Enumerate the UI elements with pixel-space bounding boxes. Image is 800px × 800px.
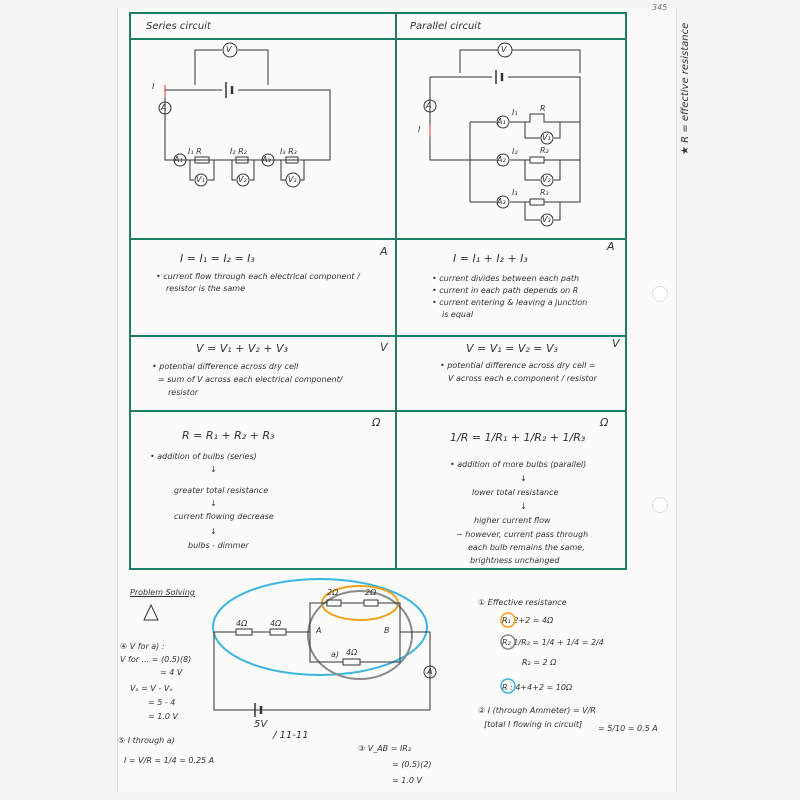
series-v3-label: V₃ [288, 175, 297, 184]
step-1-r2-formula: R₂ 1/R₂ = 1/4 + 1/4 = 2/4 [502, 638, 604, 647]
parallel-ammeter-label: A [426, 101, 432, 110]
parallel-resistance-unit: Ω [600, 416, 609, 429]
parallel-current-equation: I = I₁ + I₂ + I₃ [453, 252, 528, 265]
resistor-left-label: 4Ω [236, 619, 248, 628]
parallel-voltage-equation: V = V₁ = V₂ = V₃ [466, 342, 558, 355]
series-resistance-note-3: current flowing decrease [174, 512, 274, 521]
parallel-resistance-note-3: higher current flow [474, 516, 551, 525]
series-resistance-unit: Ω [372, 416, 381, 429]
series-resistance-equation: R = R₁ + R₂ + R₃ [182, 429, 275, 442]
step-1-r-total: R : 4+4+2 = 10Ω [502, 683, 573, 692]
resistor-mid-label: 4Ω [270, 619, 282, 628]
problem-solving-title: Problem Solving [130, 588, 195, 597]
work-5-line-1: ⑤ I through a) [118, 736, 175, 745]
series-v1-label: V₁ [196, 175, 205, 184]
step-2-result: = 5/10 = 0.5 A [598, 724, 658, 733]
series-v2-label: V₂ [238, 175, 247, 184]
problem-ammeter-label: A [427, 667, 433, 676]
series-resistance-note-1: • addition of bulbs (series) [150, 452, 257, 461]
work-4-line-6: = 1.0 V [148, 712, 178, 721]
parallel-a1-label: A₁ [497, 117, 506, 126]
series-i2r2-label: I₂ R₂ [230, 147, 247, 156]
step-1-title: ① Effective resistance [478, 598, 567, 607]
series-current-equation: I = I₁ = I₂ = I₃ [180, 252, 255, 265]
series-ammeter-label: A [161, 103, 167, 112]
series-resistance-arrow-3: ↓ [210, 527, 217, 536]
series-resistance-note-4: bulbs - dimmer [188, 541, 249, 550]
work-5-line-2: I = V/R = 1/4 = 0.25 A [124, 756, 215, 765]
parallel-voltage-note-2: V across each e.component / resistor [448, 374, 597, 383]
side-note: ★ R = effective resistance [680, 22, 691, 155]
step-1-r1: R₁ 2+2 = 4Ω [502, 616, 554, 625]
parallel-resistance-arrow-1: ↓ [520, 474, 527, 483]
series-resistance-arrow-2: ↓ [210, 499, 217, 508]
node-b-label: B [384, 626, 390, 635]
parallel-i3-label: I₃ [512, 188, 518, 197]
parallel-resistance-note-6: brightness unchanged [470, 556, 560, 565]
parallel-r2-label: R₂ [540, 146, 549, 155]
series-i3r3-label: I₃ R₃ [280, 147, 297, 156]
series-voltage-note-1: • potential difference across dry cell [152, 362, 299, 371]
resistor-bottom-label: 4Ω [346, 648, 358, 657]
parallel-r3-label: R₃ [540, 188, 549, 197]
parallel-v1-label: V₁ [542, 133, 551, 142]
work-4-line-5: = 5 - 4 [148, 698, 176, 707]
series-resistance-arrow-1: ↓ [210, 465, 217, 474]
parallel-current-note-1: • current divides between each path [432, 274, 580, 283]
series-resistance-note-2: greater total resistance [174, 486, 269, 495]
work-4-line-2: V for ... = (0.5)(8) [120, 655, 192, 664]
series-voltmeter-label: V [226, 45, 232, 54]
series-header: Series circuit [146, 21, 211, 32]
page-number: 345 [652, 3, 668, 12]
parallel-resistance-note-2: lower total resistance [472, 488, 559, 497]
series-current-label: I [152, 82, 155, 91]
parallel-resistance-note-4: ~ however, current pass through [456, 530, 589, 539]
parallel-resistance-arrow-2: ↓ [520, 502, 527, 511]
series-i1r-label: I₁ R [188, 147, 202, 156]
series-a3-label: A₃ [262, 155, 271, 164]
parallel-a3-label: A₃ [497, 197, 506, 206]
parallel-v2-label: V₂ [542, 175, 551, 184]
work-4-line-4: Vₐ = V - Vₓ [130, 684, 173, 693]
work-4-line-3: = 4 V [160, 668, 183, 677]
parallel-a2-label: A₂ [497, 155, 506, 164]
parallel-voltage-note-1: • potential difference across dry cell = [440, 361, 596, 370]
resistor-top2-label: 2Ω [365, 588, 377, 597]
parallel-voltmeter-label: V [501, 45, 507, 54]
parallel-header: Parallel circuit [410, 21, 481, 32]
series-voltage-unit: V [380, 341, 388, 354]
parallel-i2-label: I₂ [512, 147, 518, 156]
step-1-r2-value: R₂ = 2 Ω [522, 658, 557, 667]
parallel-resistance-note-1: • addition of more bulbs (parallel) [450, 460, 587, 469]
parallel-resistance-equation: 1/R = 1/R₁ + 1/R₂ + 1/R₃ [450, 431, 586, 444]
parallel-r1-label: R [540, 104, 546, 113]
parallel-i1-label: I₁ [512, 108, 518, 117]
parallel-current-label: I [418, 125, 421, 134]
series-a1-label: A₁ [174, 155, 183, 164]
series-voltage-note-3: resistor [168, 388, 199, 397]
step-2-title: ② I (through Ammeter) = V/R [478, 706, 596, 715]
step-3-line-1: ③ V_AB = IR₂ [358, 744, 412, 753]
parallel-current-unit: A [607, 240, 615, 253]
series-voltage-equation: V = V₁ + V₂ + V₃ [196, 342, 288, 355]
step-3-line-2: = (0.5)(2) [392, 760, 432, 769]
work-4-line-1: ④ V for a) : [120, 642, 165, 651]
parallel-resistance-note-5: each bulb remains the same, [468, 543, 585, 552]
series-voltage-note-2: = sum of V across each electrical component/ [158, 375, 343, 384]
parallel-current-note-3: • current entering & leaving a junction [432, 298, 588, 307]
step-2-note: [total I flowing in circuit] [484, 720, 583, 729]
parallel-current-note-4: is equal [442, 310, 474, 319]
resistor-top1-label: 2Ω [327, 588, 339, 597]
parallel-current-note-2: • current in each path depends on R [432, 286, 579, 295]
parallel-voltage-unit: V [612, 337, 620, 350]
step-3-line-3: = 1.0 V [392, 776, 422, 785]
parallel-v3-label: V₃ [542, 215, 551, 224]
node-a-label: A [316, 626, 322, 635]
resistor-bottom-tag: a) [331, 650, 340, 659]
battery-label: 5V [254, 719, 268, 730]
series-current-unit: A [380, 245, 388, 258]
battery-note: / 11-11 [273, 730, 309, 741]
series-current-note-2: resistor is the same [166, 284, 246, 293]
series-current-note-1: • current flow through each electrical component / [156, 272, 360, 281]
